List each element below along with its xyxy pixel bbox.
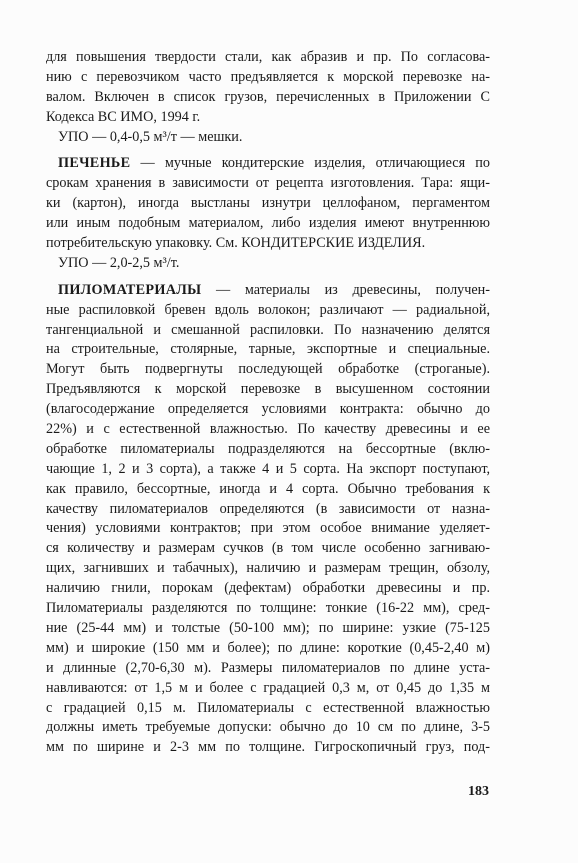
paragraph-continuation [46, 48, 490, 147]
text-line: Пиломатериалы разделяются по толщине: тонкие (16-22 мм), сред- [46, 600, 490, 617]
text-line: или иным подобным материалом, либо изделия имеют внутреннюю [46, 215, 490, 232]
text-line: качеству пиломатериалов определяются (в зависимости от назна- [46, 500, 490, 517]
text-line: навливаются: от 1,5 м и более с градацией 0,3 м, от 0,45 до 1,35 м [46, 679, 490, 696]
entry-first-line-text: — материалы из древесины, получен- [201, 281, 490, 298]
text-line: (влагосодержание определяется условиями контракта: обычно до [46, 401, 490, 418]
entry-first-line [46, 281, 490, 301]
text-line: Предъявляются к морской перевозке в высушенном состоянии [46, 381, 490, 398]
text-line: щих, загнивших и табачных), наличию и размерам трещин, обзолу, [46, 560, 490, 577]
entry-first-line-text: — мучные кондитерские изделия, отличающиеся по [130, 155, 490, 172]
upo-line: УПО — 0,4-0,5 м³/т — мешки. [58, 128, 243, 145]
body-text [46, 48, 490, 758]
page-number: 183 [468, 784, 489, 799]
text-line: ние (25-44 мм) и толстые (50-100 мм); по ширине: узкие (75-125 [46, 619, 490, 636]
text-line: наличию гнили, порокам (дефектам) обработки древесины и пр. [46, 580, 490, 597]
text-line: 22%) и с естественной влажностью. По качеству древесины и ее [46, 421, 490, 438]
text-line: на строительные, столярные, тарные, экспортные и специальные. [46, 341, 490, 358]
text-line: для повышения твердости стали, как абразив и пр. По согласова- [46, 49, 490, 65]
text-line: тангенциальной и смешанной распиловки. По назначению делятся [46, 321, 490, 338]
upo-line: УПО — 2,0-2,5 м³/т. [58, 254, 180, 271]
text-line: должны иметь требуемые допуски: обычно до 10 см по длине, 3-5 [46, 719, 490, 736]
entry-term: ПИЛОМАТЕРИАЛЫ [58, 281, 202, 298]
text-line: мм по ширине и 2-3 мм по толщине. Гигроскопичный груз, под- [46, 739, 490, 756]
text-line: чающие 1, 2 и 3 сорта), а также 4 и 5 сорта. На экспорт поступают, [46, 460, 490, 477]
text-line: и длинные (2,70-6,30 м). Размеры пиломатериалов по длине уста- [46, 659, 490, 676]
text-line: валом. Включен в список грузов, перечисленных в Приложении С [46, 88, 490, 105]
entry-first-line [46, 154, 490, 174]
text-line: обработке пиломатериалы подразделяются на бессортные (вклю- [46, 440, 490, 457]
text-line: ки (картон), иногда выстланы изнутри целлофаном, пергаментом [46, 195, 490, 212]
text-line: с градацией 0,15 м. Пиломатериалы с естественной влажностью [46, 699, 490, 716]
entry-pechenye [46, 154, 490, 273]
text-line: ся количеству и размерам сучков (в том числе особенно загниваю- [46, 540, 490, 557]
text-line: нию с перевозчиком часто предъявляется к морской перевозке на- [46, 68, 490, 85]
text-line: Кодекса ВС ИМО, 1994 г. [46, 108, 201, 125]
text-line: как правило, бессортные, иногда и 4 сорта. Обычно требования к [46, 480, 490, 497]
text-line: чения) условиями контрактов; при этом особое внимание уделяет- [46, 520, 490, 537]
entry-term: ПЕЧЕНЬЕ [58, 155, 131, 172]
text-line: ные распиловкой бревен вдоль волокон; различают — радиальной, [46, 301, 490, 318]
text-line: потребительскую упаковку. См. КОНДИТЕРСКИЕ ИЗДЕЛИЯ. [46, 235, 426, 252]
text-line: Могут быть подвергнуты последующей обработке (строганые). [46, 361, 490, 378]
entry-pilomaterialy [46, 281, 490, 758]
text-line: мм) и широкие (150 мм и более); по длине: короткие (0,45-2,40 м) [46, 639, 490, 656]
text-line: срокам хранения в зависимости от рецепта изготовления. Тара: ящи- [46, 175, 490, 192]
